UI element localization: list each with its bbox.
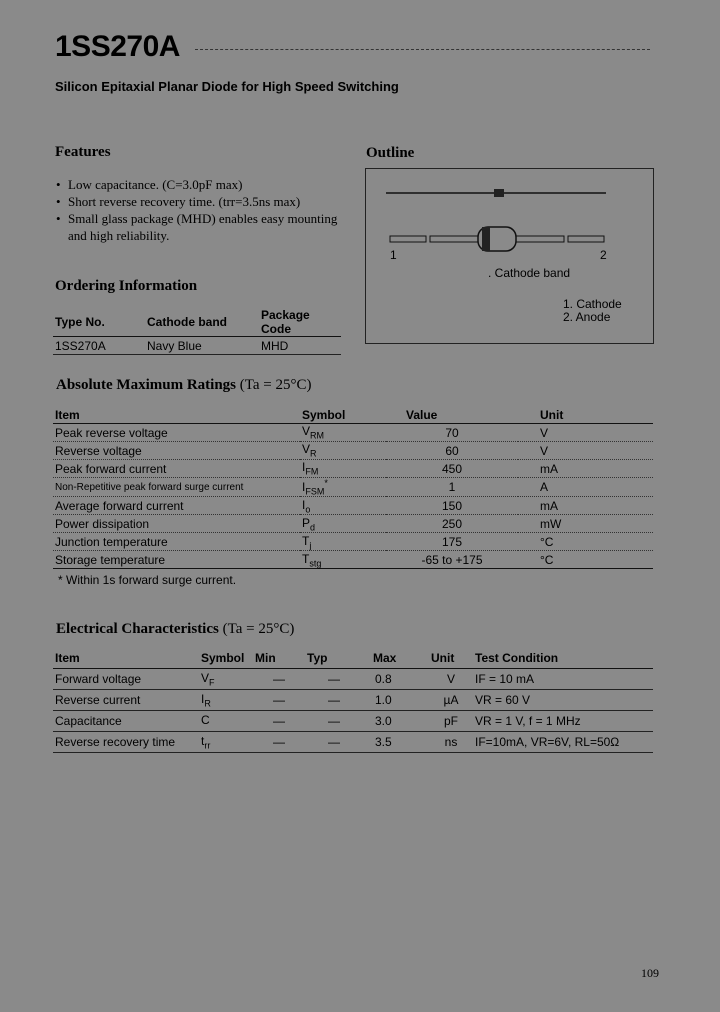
symbol-cell: $T_j$ [302, 533, 312, 551]
value-cell: 60 [445, 443, 459, 458]
features-list [55, 176, 355, 244]
surge-footnote: * Within 1s forward surge current. [58, 573, 237, 587]
abs-max-heading [56, 377, 312, 394]
value-cell: 70 [445, 425, 459, 440]
max-cell: 1.0 [375, 693, 392, 707]
symbol-cell: $I_{FM}$ [302, 460, 319, 477]
table-row [53, 732, 653, 753]
column-header: Test Condition [475, 651, 559, 665]
cathode-band-mark [482, 227, 490, 251]
item-cell: Reverse current [55, 693, 141, 707]
symbol-cell: $V_{RM}$ [302, 424, 325, 441]
elec-heading [56, 621, 294, 638]
item-cell: Peak forward current [55, 461, 167, 476]
column-header: Max [373, 651, 397, 665]
column-header: Type No. [55, 315, 105, 329]
typ-cell: — [328, 693, 340, 707]
column-header: Symbol [302, 407, 346, 422]
table-row [53, 533, 653, 551]
column-header: Item [55, 651, 80, 665]
elec-title: Electrical Characteristics [56, 621, 219, 637]
item-cell: Junction temperature [55, 534, 168, 549]
column-header: Unit [431, 651, 455, 665]
column-header: Item [55, 407, 80, 422]
page-number: 109 [641, 966, 659, 980]
symbol-cell: $P_d$ [302, 515, 316, 533]
unit-cell: °C [540, 552, 554, 567]
table-row [53, 669, 653, 690]
unit-cell: mA [540, 498, 558, 513]
elec-condition: (Ta = 25°C) [222, 621, 295, 637]
item-cell: Non-Repetitive peak forward surge current [55, 481, 244, 493]
features-heading: Features [55, 144, 111, 160]
cathode-band-label: . Cathode band [488, 266, 571, 280]
item-cell: Reverse recovery time [55, 735, 176, 749]
unit-cell: °C [540, 534, 554, 549]
package-code-cell: MHD [261, 338, 289, 353]
test-condition-cell: IF=10mA, VR=6V, RL=50Ω [475, 735, 620, 749]
lead-left-a [390, 236, 426, 242]
unit-cell: mA [540, 461, 558, 476]
document-subtitle: Silicon Epitaxial Planar Diode for High Speed Switching [55, 79, 399, 94]
table-row [53, 478, 653, 497]
column-header: Value [406, 407, 438, 422]
abs-max-title: Absolute Maximum Ratings [56, 377, 237, 393]
table-row [53, 442, 653, 460]
column-header: Symbol [201, 651, 245, 665]
outline-diagram-box [365, 168, 654, 344]
test-condition-cell: VR = 60 V [475, 693, 531, 707]
table-row [53, 337, 341, 355]
typ-cell: — [328, 672, 340, 686]
max-cell: 3.0 [375, 714, 392, 728]
cathode-band-cell: Navy Blue [147, 338, 202, 353]
item-cell: Forward voltage [55, 672, 142, 686]
unit-cell: V [540, 425, 549, 440]
unit-cell: ns [444, 735, 458, 749]
test-condition-cell: VR = 1 V, f = 1 MHz [475, 714, 581, 728]
table-row [53, 497, 653, 515]
column-header: Package Code [261, 308, 310, 336]
feature-item: • Small glass package (MHD) enables easy mounting and high reliability. [55, 210, 355, 244]
max-cell: 0.8 [375, 672, 392, 686]
ordering-heading: Ordering Information [55, 278, 198, 294]
unit-cell: mW [540, 516, 562, 531]
value-cell: 1 [448, 480, 456, 495]
item-cell: Average forward current [55, 498, 184, 513]
title-rule [195, 49, 650, 50]
value-cell: 175 [441, 534, 463, 549]
value-cell: 150 [441, 498, 463, 513]
table-row [53, 424, 653, 442]
table-row [53, 711, 653, 732]
table-header-row [53, 308, 341, 337]
min-cell: — [273, 714, 285, 728]
table-row [53, 690, 653, 711]
pin-1-label: 1 [390, 248, 397, 262]
pin-legend-cathode: 1. Cathode [563, 297, 622, 311]
electrical-characteristics-table [53, 648, 653, 753]
max-cell: 3.5 [375, 735, 392, 749]
item-cell: Power dissipation [55, 516, 150, 531]
table-row [53, 460, 653, 478]
unit-cell: pF [443, 714, 458, 728]
outline-heading: Outline [366, 145, 415, 161]
symbol-cell: $V_R$ [302, 442, 317, 459]
typ-cell: — [328, 714, 340, 728]
pin-2-label: 2 [600, 248, 607, 262]
symbol-cell: $I_{FSM}^*$ [302, 478, 328, 497]
item-cell: Capacitance [55, 714, 122, 728]
abs-max-ratings-table [53, 406, 653, 569]
unit-cell: V [540, 443, 549, 458]
unit-cell: A [540, 480, 549, 495]
item-cell: Peak reverse voltage [55, 425, 168, 440]
symbol-cell: $t_{rr}$ [201, 733, 211, 751]
document-title: 1SS270A [55, 30, 180, 63]
column-header: Typ [307, 651, 328, 665]
value-cell: 250 [441, 516, 463, 531]
lead-right-a [516, 236, 564, 242]
min-cell: — [273, 693, 285, 707]
table-row [53, 515, 653, 533]
symbol-cell: $V_F$ [201, 670, 215, 688]
abs-max-condition: (Ta = 25°C) [239, 377, 312, 393]
feature-item: • Low capacitance. (C=3.0pF max) [55, 176, 355, 193]
typ-cell: — [328, 735, 340, 749]
test-condition-cell: IF = 10 mA [475, 672, 535, 686]
symbol-cell: $I_R$ [201, 691, 211, 709]
lead-right-b [568, 236, 604, 242]
type-no-cell: 1SS270A [55, 338, 106, 353]
column-header: Min [255, 651, 276, 665]
value-cell: -65 to +175 [421, 552, 483, 567]
column-header: Cathode band [147, 315, 227, 329]
table-header-row [53, 648, 653, 669]
unit-cell: µA [443, 693, 459, 707]
diode-body-small [494, 189, 504, 197]
symbol-cell: $I_o$ [302, 497, 311, 515]
min-cell: — [273, 735, 285, 749]
min-cell: — [273, 672, 285, 686]
unit-cell: V [446, 672, 455, 686]
lead-left-b [430, 236, 478, 242]
symbol-cell: $T_{stg}$ [302, 551, 322, 569]
feature-item: • Short reverse recovery time. (trr=3.5ns max) [55, 193, 355, 210]
pin-legend-anode: 2. Anode [563, 310, 611, 324]
table-header-row [53, 406, 653, 424]
ordering-table [53, 308, 341, 355]
value-cell: 450 [441, 461, 463, 476]
symbol-cell: C [201, 712, 210, 727]
item-cell: Storage temperature [55, 552, 166, 567]
item-cell: Reverse voltage [55, 443, 142, 458]
table-row [53, 551, 653, 569]
column-header: Unit [540, 407, 564, 422]
